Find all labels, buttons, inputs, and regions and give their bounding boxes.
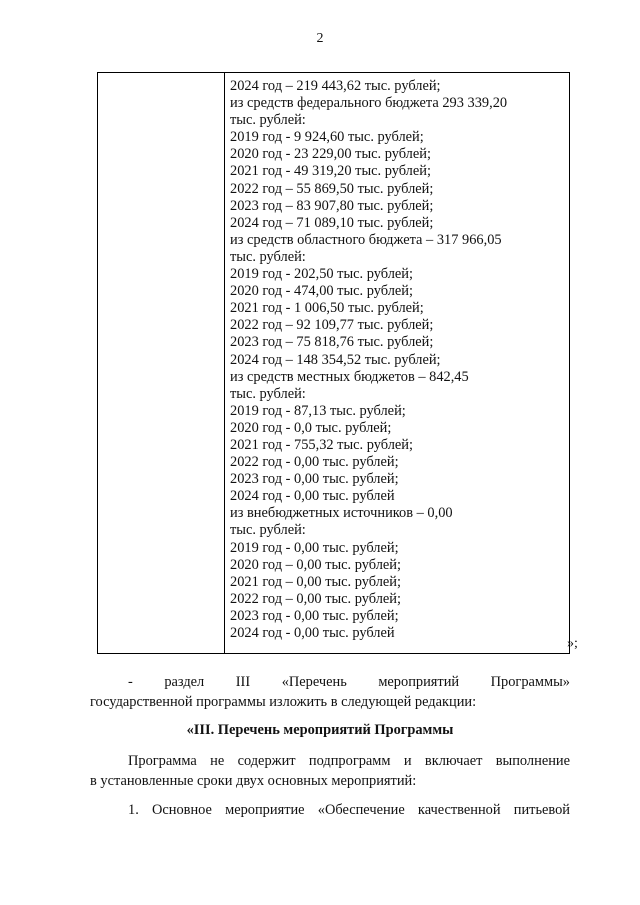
word-razdel: раздел (164, 674, 205, 690)
table-column-divider (224, 73, 225, 653)
table-line: 2019 год - 9 924,60 тыс. рублей; (230, 129, 424, 146)
page-number: 2 (316, 31, 324, 46)
table-line: 2019 год - 87,13 тыс. рублей; (230, 402, 406, 419)
measure-paragraph (90, 800, 570, 820)
table-line: 2023 год – 83 907,80 тыс. рублей; (230, 197, 434, 214)
table-line: из средств федерального бюджета 293 339,20 (230, 95, 508, 112)
table-line: из средств местных бюджетов – 842,45 (230, 368, 469, 385)
table-line: из внебюджетных источников – 0,00 (230, 505, 453, 522)
table-line: 2022 год - 0,00 тыс. рублей; (230, 454, 399, 471)
table-line: 2023 год - 0,00 тыс. рублей; (230, 607, 399, 624)
table-line: из средств областного бюджета – 317 966,05 (230, 231, 502, 248)
table-line: 2021 год - 1 006,50 тыс. рублей; (230, 300, 424, 317)
funding-table (97, 72, 570, 654)
word-programmy: Программы» (490, 674, 570, 690)
table-line: 2022 год – 55 869,50 тыс. рублей; (230, 180, 434, 197)
table-line: 2020 год - 474,00 тыс. рублей; (230, 283, 413, 300)
table-line: тыс. рублей: (230, 248, 306, 265)
word-roman-numeral: III (235, 674, 251, 690)
table-line: 2019 год - 0,00 тыс. рублей; (230, 539, 399, 556)
bullet-dash: - (128, 674, 133, 690)
word-meropriyatiy: мероприятий (378, 674, 460, 690)
word-perechen: «Перечень (281, 674, 347, 690)
table-line: 2021 год – 0,00 тыс. рублей; (230, 573, 401, 590)
bullet-line-2: государственной программы изложить в следующей редакции: (90, 694, 477, 710)
section-heading: «III. Перечень мероприятий Программы (186, 722, 454, 738)
intro-line-1: Программа не содержит подпрограмм и включает выполнение (128, 753, 570, 769)
table-line: тыс. рублей: (230, 385, 306, 402)
table-line: 2020 год - 23 229,00 тыс. рублей; (230, 146, 431, 163)
table-line: 2020 год – 0,00 тыс. рублей; (230, 556, 401, 573)
table-line: 2019 год - 202,50 тыс. рублей; (230, 266, 413, 283)
intro-line-2: в установленные сроки двух основных мероприятий: (90, 773, 417, 789)
table-line: 2024 год – 219 443,62 тыс. рублей; (230, 78, 441, 94)
table-line: 2022 год – 0,00 тыс. рублей; (230, 590, 401, 607)
table-line: 2022 год – 92 109,77 тыс. рублей; (230, 317, 434, 334)
table-line: тыс. рублей: (230, 112, 306, 129)
bullet-line-1 (90, 672, 570, 692)
table-line: 2024 год - 0,00 тыс. рублей (230, 625, 395, 641)
table-line: 2024 год - 0,00 тыс. рублей (230, 488, 395, 505)
intro-paragraph (90, 751, 570, 791)
table-cell-funding (230, 78, 565, 642)
table-line: 2021 год - 49 319,20 тыс. рублей; (230, 163, 431, 180)
table-line: 2021 год - 755,32 тыс. рублей; (230, 436, 413, 453)
table-line: 2023 год - 0,00 тыс. рублей; (230, 471, 399, 488)
table-line: тыс. рублей: (230, 522, 306, 539)
bullet-paragraph (90, 672, 570, 712)
table-line: 2024 год – 148 354,52 тыс. рублей; (230, 351, 441, 368)
table-closing-quote: »; (567, 636, 578, 651)
table-line: 2020 год - 0,0 тыс. рублей; (230, 419, 392, 436)
table-line: 2024 год – 71 089,10 тыс. рублей; (230, 214, 434, 231)
measure-line-1: 1. Основное мероприятие «Обеспечение качественной питьевой (128, 802, 570, 818)
table-line: 2023 год – 75 818,76 тыс. рублей; (230, 334, 434, 351)
